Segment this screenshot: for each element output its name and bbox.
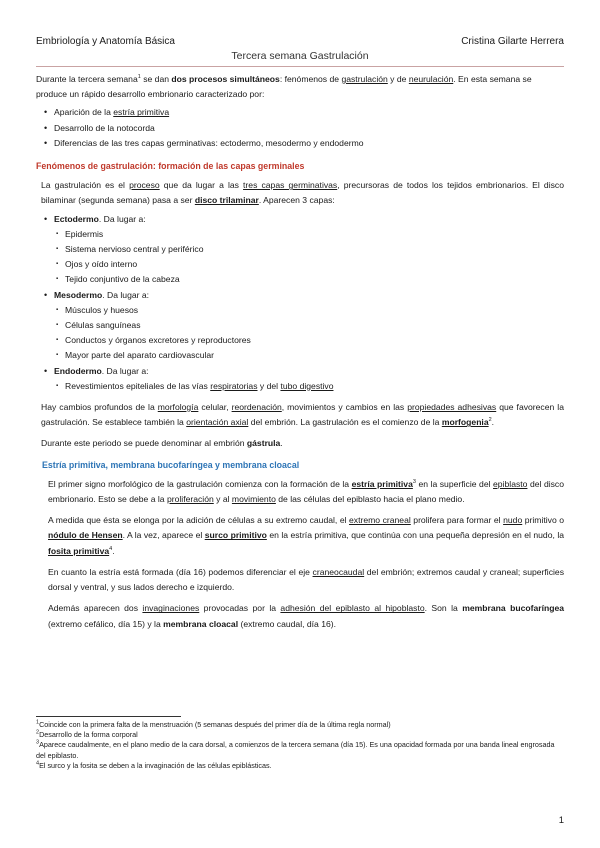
footnote: $^4$El surco y la fosita se deben a la invaginación de las células epiblásticas. — [36, 760, 272, 770]
footnote-ref: 4 — [109, 545, 113, 552]
footnote-ref: 3 — [412, 479, 416, 486]
subsection-heading: Estría primitiva, membrana bucofaríngea y membrana cloacal — [42, 459, 300, 470]
membranes-paragraph: Además aparecen dos invaginaciones provocadas por la adhesión del epiblasto al hipoblasto. Son la membrana bucofaríngea (extremo cefálico, día 15) y la membrana cloacal (extremo caudal, día 16). — [48, 603, 565, 629]
list-item: ▪ Tejido conjuntivo de la cabeza — [36, 272, 564, 287]
header-author: Cristina Gilarte Herrera — [461, 36, 564, 47]
square-bullet-icon: ▪ — [56, 352, 59, 359]
list-item: ▪ Ojos y oído interno — [36, 257, 564, 272]
gastrula-paragraph: Durante este periodo se puede denominar al embrión gástrula. — [41, 438, 283, 449]
bullet-icon: • — [44, 213, 48, 224]
changes-paragraph: Hay cambios profundos de la morfología celular, reordenación, movimientos y cambios en las propiedades adhesivas que favorecen la gastrulación. Se establece también la orientación axial del embrión. La gastrulación es el comienzo de la morfogenia$^2$. — [41, 402, 564, 428]
footnotes — [36, 720, 564, 771]
header-divider — [36, 66, 564, 67]
page-number: 1 — [558, 815, 564, 826]
bullet-icon: • — [44, 137, 48, 148]
bullet-icon: • — [44, 107, 48, 118]
section-heading: Fenómenos de gastrulación: formación de las capas germinales — [36, 161, 305, 172]
list-item: ▪ Músculos y huesos — [36, 303, 564, 318]
footnote-divider — [36, 716, 181, 717]
intro-paragraph: Durante la tercera semana$^1$ se dan dos procesos simultáneos: fenómenos de gastrulación y de neurulación. En esta semana se produce un rápido desarrollo embrionario caracterizado por: — [36, 74, 532, 100]
list-item: • Aparición de la estría primitiva — [36, 105, 564, 120]
page-title: Tercera semana Gastrulación — [231, 50, 369, 62]
square-bullet-icon: ▪ — [56, 261, 59, 268]
footnote: $^2$Desarrollo de la forma corporal — [36, 729, 138, 740]
bullet-icon: • — [44, 289, 48, 300]
square-bullet-icon: ▪ — [56, 382, 59, 389]
footnote-ref: 2 — [488, 417, 492, 424]
layer-endodermo: • Endodermo. Da lugar a: — [36, 364, 564, 379]
square-bullet-icon: ▪ — [56, 306, 59, 313]
bullet-icon: • — [44, 365, 48, 376]
list-item: ▪ Conductos y órganos excretores y reproductores — [36, 333, 564, 348]
list-item: ▪ Células sanguíneas — [36, 318, 564, 333]
layer-ectodermo: • Ectodermo. Da lugar a: — [36, 212, 564, 227]
axis-paragraph: En cuanto la estría está formada (día 16) podemos diferenciar el eje craneocaudal del embrión; extremos caudal y craneal; superficies dorsal y ventral, y sus lados derecho e izquierdo. — [48, 566, 564, 593]
primitive-node-paragraph: A medida que ésta se elonga por la adición de células a su extremo caudal, el extremo craneal prolifera para formar el nudo primitivo o nódulo de Hensen. A la vez, aparece el surco primitivo en la estría primitiva, que continúa con una pequeña depresión en el nudo, la fosita primitiva$^4$. — [48, 515, 565, 556]
bullet-icon: • — [44, 122, 48, 133]
footnote: $^3$Aparece caudalmente, en el plano medio de la cara dorsal, a comienzos de la tercera semana (día 15). Es una opacidad formada por una banda lineal engrosada del epiblasto. — [36, 740, 555, 760]
footnote: $^1$Coincide con la primera falta de la menstruación (5 semanas después del primer día de la última regla normal) — [36, 719, 391, 729]
square-bullet-icon: ▪ — [56, 230, 59, 237]
square-bullet-icon: ▪ — [56, 337, 59, 344]
primitive-streak-paragraph: El primer signo morfológico de la gastrulación comienza con la formación de la estría primitiva$^3$ en la superficie del epiblasto del disco embrionario. Esto se debe a la proliferación y al movimiento de las células del epiblasto hacia el plano medio. — [48, 478, 565, 505]
square-bullet-icon: ▪ — [56, 246, 59, 253]
header-course: Embriología y Anatomía Básica — [36, 36, 175, 47]
square-bullet-icon: ▪ — [56, 322, 59, 329]
footnote-ref: 1 — [137, 74, 141, 81]
list-item: • Diferencias de las tres capas germinativas: ectodermo, mesodermo y endodermo — [36, 136, 564, 151]
square-bullet-icon: ▪ — [56, 276, 59, 283]
list-item: ▪ Sistema nervioso central y periférico — [36, 242, 564, 257]
list-item: • Desarrollo de la notocorda — [36, 121, 564, 136]
layer-mesodermo: • Mesodermo. Da lugar a: — [36, 288, 564, 303]
list-item: ▪ Epidermis — [36, 227, 564, 242]
list-item: ▪ Revestimientos epiteliales de las vías respiratorias y del tubo digestivo — [36, 379, 564, 394]
list-item: ▪ Mayor parte del aparato cardiovascular — [36, 348, 564, 363]
document-body — [36, 72, 564, 632]
gastrulation-paragraph: La gastrulación es el proceso que da lugar a las tres capas germinativas, precursoras de todos los tejidos embrionarios. El disco bilaminar (segunda semana) pasa a ser disco trilaminar. Aparecen 3 capas: — [41, 180, 564, 206]
